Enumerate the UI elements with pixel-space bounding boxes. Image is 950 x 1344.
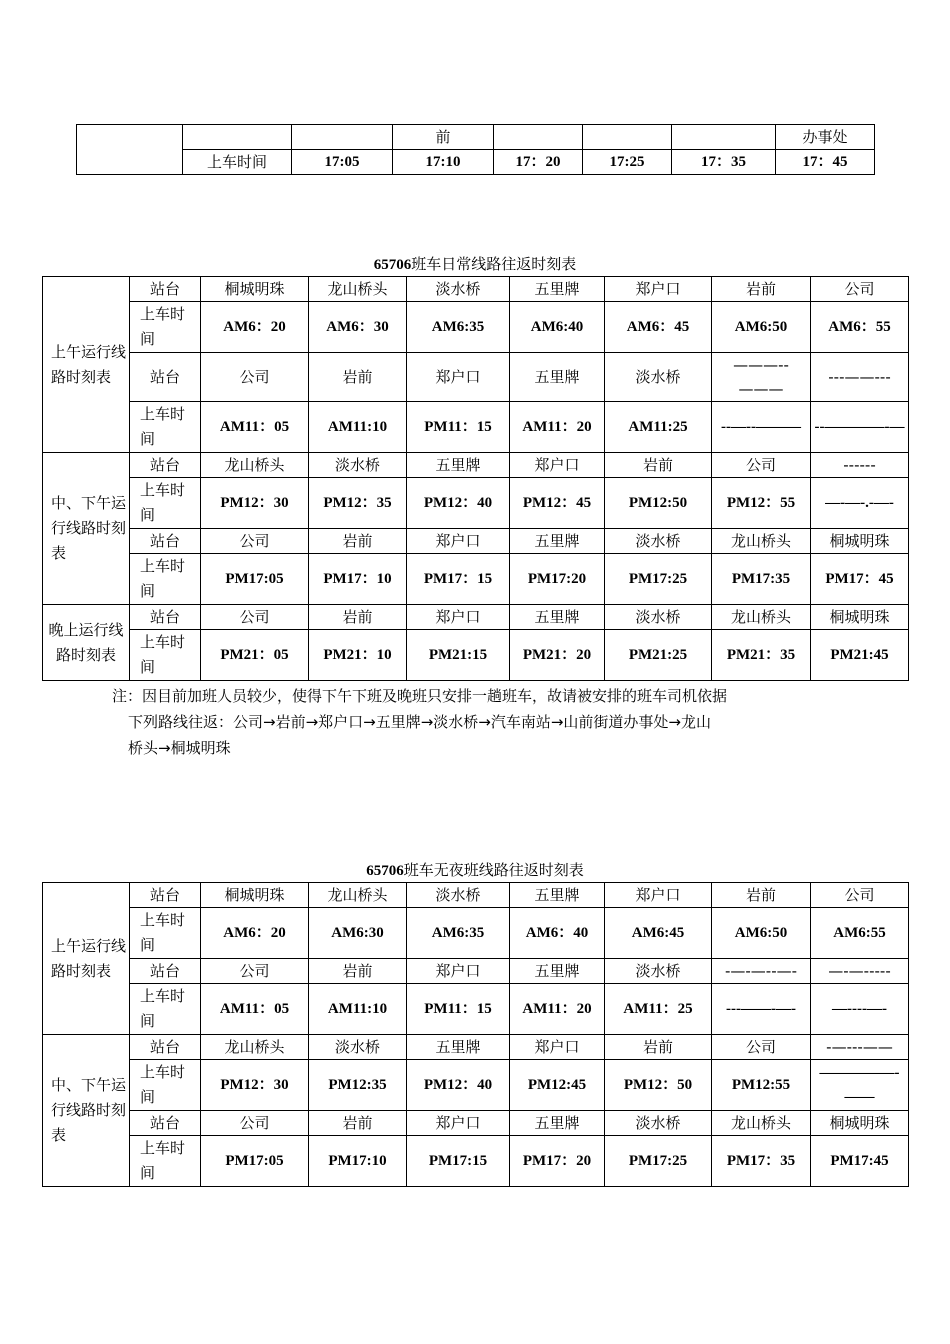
table1-title-number: 65706 [373, 257, 412, 273]
time-cell: AM11:10 [309, 402, 407, 453]
time-label: 上车时间 [130, 554, 201, 605]
station-cell: 桐城明珠 [201, 277, 309, 302]
top-cell [183, 125, 292, 150]
time-cell: —----—- [811, 984, 909, 1035]
time-label: 上车时间 [130, 1136, 201, 1187]
top-cell [583, 125, 672, 150]
time-cell: PM12：40 [407, 1060, 510, 1111]
station-cell: 郑户口 [407, 529, 510, 554]
time-cell: AM6:40 [510, 302, 605, 353]
time-cell: PM17:05 [201, 1136, 309, 1187]
top-time-cell: 17：35 [672, 150, 776, 175]
station-cell: 郑户口 [407, 353, 510, 402]
time-cell: PM17：45 [811, 554, 909, 605]
station-row [43, 353, 909, 402]
station-label: 站台 [130, 1111, 201, 1136]
time-cell: PM17:25 [605, 554, 712, 605]
time-cell: PM12：35 [309, 478, 407, 529]
station-cell: 岩前 [309, 605, 407, 630]
time-cell: PM12：45 [510, 478, 605, 529]
time-cell: ---——-—- [712, 984, 811, 1035]
station-cell: 郑户口 [605, 277, 712, 302]
station-label: 站台 [130, 453, 201, 478]
section-label: 晚上运行线路时刻表 [43, 605, 130, 681]
station-cell: 淡水桥 [605, 959, 712, 984]
time-row [43, 1136, 909, 1187]
time-cell: PM12:50 [605, 478, 712, 529]
time-row [43, 1060, 909, 1111]
time-cell: PM21：05 [201, 630, 309, 681]
section-label: 上午运行线路时刻表 [43, 883, 130, 1035]
station-cell: 龙山桥头 [712, 605, 811, 630]
time-label: 上车时间 [130, 908, 201, 959]
time-cell: PM21：35 [712, 630, 811, 681]
time-row [43, 402, 909, 453]
time-cell: AM6：55 [811, 302, 909, 353]
time-cell: AM6：40 [510, 908, 605, 959]
time-cell: PM12：55 [712, 478, 811, 529]
station-cell: 岩前 [309, 353, 407, 402]
station-label: 站台 [130, 529, 201, 554]
station-cell: 淡水桥 [605, 353, 712, 402]
time-cell: AM6:45 [605, 908, 712, 959]
station-cell: 郑户口 [407, 605, 510, 630]
time-cell: PM12：30 [201, 1060, 309, 1111]
time-cell: AM6:30 [309, 908, 407, 959]
station-cell: 郑户口 [510, 1035, 605, 1060]
station-row [43, 453, 909, 478]
time-cell: PM21:15 [407, 630, 510, 681]
top-cell [494, 125, 583, 150]
station-cell: 桐城明珠 [811, 529, 909, 554]
station-cell: 公司 [201, 529, 309, 554]
table1-title-text: 班车日常线路往返时刻表 [411, 257, 577, 273]
time-label: 上车时间 [130, 478, 201, 529]
station-cell: -—-—--—- [712, 959, 811, 984]
station-cell: 龙山桥头 [712, 529, 811, 554]
station-cell: 公司 [201, 1111, 309, 1136]
top-partial-table [76, 124, 875, 175]
top-time-cell: 17:05 [292, 150, 393, 175]
time-cell: PM17：35 [712, 1136, 811, 1187]
time-label: 上车时间 [130, 402, 201, 453]
station-row [43, 1111, 909, 1136]
time-cell: PM17:10 [309, 1136, 407, 1187]
table2-title-number: 65706 [366, 863, 404, 879]
time-cell: —-—-.-—- [811, 478, 909, 529]
station-row [43, 605, 909, 630]
time-cell: PM17：20 [510, 1136, 605, 1187]
top-cell [672, 125, 776, 150]
time-cell: PM21：20 [510, 630, 605, 681]
time-cell: PM12:35 [309, 1060, 407, 1111]
top-time-cell: 17：45 [776, 150, 875, 175]
station-cell: 龙山桥头 [712, 1111, 811, 1136]
station-cell: 公司 [201, 959, 309, 984]
station-cell: 公司 [201, 353, 309, 402]
station-cell: 郑户口 [407, 959, 510, 984]
station-cell: 岩前 [309, 1111, 407, 1136]
time-row [43, 630, 909, 681]
time-cell: PM17:05 [201, 554, 309, 605]
time-cell: AM6:50 [712, 908, 811, 959]
station-cell: 五里牌 [407, 1035, 510, 1060]
station-cell: ---——--- [811, 353, 909, 402]
station-label: 站台 [130, 605, 201, 630]
time-cell: AM11：25 [605, 984, 712, 1035]
time-cell: PM12:45 [510, 1060, 605, 1111]
time-label: 上车时间 [130, 630, 201, 681]
station-cell: ———--——— [712, 353, 811, 402]
station-cell: 岩前 [712, 277, 811, 302]
time-cell: PM21：10 [309, 630, 407, 681]
time-cell: AM11:25 [605, 402, 712, 453]
time-cell: AM6:55 [811, 908, 909, 959]
time-label: 上车时间 [130, 984, 201, 1035]
station-cell: 郑户口 [605, 883, 712, 908]
time-cell: AM6：20 [201, 908, 309, 959]
schedule-table-1 [42, 276, 909, 681]
note-line-2: 下列路线往返：公司→岩前→郑户口→五里牌→淡水桥→汽车南站→山前街道办事处→龙山 [128, 713, 711, 731]
station-cell: 淡水桥 [605, 529, 712, 554]
time-cell: PM17:45 [811, 1136, 909, 1187]
time-cell: AM6：30 [309, 302, 407, 353]
time-cell: PM11：15 [407, 402, 510, 453]
top-cell: 前 [393, 125, 494, 150]
station-label: 站台 [130, 277, 201, 302]
time-cell: PM11：15 [407, 984, 510, 1035]
time-row [43, 478, 909, 529]
time-cell: AM11：20 [510, 402, 605, 453]
time-cell: PM17:25 [605, 1136, 712, 1187]
time-cell: PM21:25 [605, 630, 712, 681]
top-time-cell: 17:25 [583, 150, 672, 175]
time-cell: PM17:15 [407, 1136, 510, 1187]
time-cell: AM11：05 [201, 402, 309, 453]
station-cell: 公司 [712, 453, 811, 478]
time-cell: PM17：15 [407, 554, 510, 605]
station-cell: 郑户口 [510, 453, 605, 478]
time-cell: PM17:20 [510, 554, 605, 605]
time-cell: AM6:50 [712, 302, 811, 353]
station-cell: 公司 [811, 277, 909, 302]
top-cell [77, 125, 183, 175]
station-label: 站台 [130, 883, 201, 908]
time-cell: AM6:35 [407, 908, 510, 959]
station-cell: 五里牌 [510, 605, 605, 630]
time-cell: PM12:55 [712, 1060, 811, 1111]
time-cell: PM12：30 [201, 478, 309, 529]
top-time-label: 上车时间 [183, 150, 292, 175]
note-line-3: 桥头→桐城明珠 [128, 739, 231, 757]
station-cell: 岩前 [309, 959, 407, 984]
station-cell: 淡水桥 [407, 277, 510, 302]
time-cell: AM6：45 [605, 302, 712, 353]
station-cell: 龙山桥头 [309, 277, 407, 302]
station-cell: 淡水桥 [407, 883, 510, 908]
station-cell: 淡水桥 [605, 1111, 712, 1136]
time-cell: PM17:35 [712, 554, 811, 605]
time-label: 上车时间 [130, 1060, 201, 1111]
note-text [112, 683, 822, 761]
section-label: 上午运行线路时刻表 [43, 277, 130, 453]
table1-title [0, 253, 950, 274]
time-row [43, 908, 909, 959]
time-row [43, 554, 909, 605]
station-label: 站台 [130, 959, 201, 984]
time-cell: PM12：50 [605, 1060, 712, 1111]
station-cell: 五里牌 [510, 277, 605, 302]
station-cell: —-—----- [811, 959, 909, 984]
time-cell: —————-—— [811, 1060, 909, 1111]
top-time-cell: 17：20 [494, 150, 583, 175]
time-label: 上车时间 [130, 302, 201, 353]
station-row [43, 883, 909, 908]
time-cell: AM11:10 [309, 984, 407, 1035]
station-label: 站台 [130, 353, 201, 402]
top-cell [292, 125, 393, 150]
station-cell: 岩前 [605, 1035, 712, 1060]
station-cell: 公司 [712, 1035, 811, 1060]
station-cell: 五里牌 [407, 453, 510, 478]
station-row [43, 959, 909, 984]
station-cell: 五里牌 [510, 959, 605, 984]
time-cell: --—--——— [712, 402, 811, 453]
station-cell: 五里牌 [510, 1111, 605, 1136]
note-line-1: 注：因目前加班人员较少，使得下午下班及晚班只安排一趟班车，故请被安排的班车司机依据 [112, 687, 728, 705]
time-cell: PM12：40 [407, 478, 510, 529]
station-cell: 桐城明珠 [201, 883, 309, 908]
station-cell: 淡水桥 [605, 605, 712, 630]
station-cell: 公司 [201, 605, 309, 630]
station-cell: 桐城明珠 [811, 605, 909, 630]
station-row [43, 529, 909, 554]
station-row [43, 277, 909, 302]
section-label: 中、下午运行线路时刻表 [43, 453, 130, 605]
station-cell: 岩前 [605, 453, 712, 478]
time-cell: AM6：20 [201, 302, 309, 353]
station-cell: 公司 [811, 883, 909, 908]
time-row [43, 984, 909, 1035]
station-cell: ------ [811, 453, 909, 478]
time-cell: AM6:35 [407, 302, 510, 353]
time-cell: PM21:45 [811, 630, 909, 681]
time-cell: --————-— [811, 402, 909, 453]
time-cell: AM11：05 [201, 984, 309, 1035]
section-label: 中、下午运行线路时刻表 [43, 1035, 130, 1187]
station-cell: 五里牌 [510, 883, 605, 908]
table2-title-text: 班车无夜班线路往返时刻表 [403, 863, 584, 879]
top-cell: 办事处 [776, 125, 875, 150]
top-time-cell: 17:10 [393, 150, 494, 175]
table2-title [0, 859, 950, 880]
station-cell: 五里牌 [510, 353, 605, 402]
station-cell: 淡水桥 [309, 1035, 407, 1060]
schedule-table-2 [42, 882, 909, 1187]
station-row [43, 1035, 909, 1060]
station-cell: 龙山桥头 [201, 1035, 309, 1060]
station-cell: 淡水桥 [309, 453, 407, 478]
time-row [43, 302, 909, 353]
station-cell: 岩前 [309, 529, 407, 554]
time-cell: PM17：10 [309, 554, 407, 605]
station-cell: 龙山桥头 [309, 883, 407, 908]
station-cell: 郑户口 [407, 1111, 510, 1136]
station-cell: 龙山桥头 [201, 453, 309, 478]
station-cell: 岩前 [712, 883, 811, 908]
station-label: 站台 [130, 1035, 201, 1060]
time-cell: AM11：20 [510, 984, 605, 1035]
station-cell: 桐城明珠 [811, 1111, 909, 1136]
station-cell: 五里牌 [510, 529, 605, 554]
station-cell: -—---—— [811, 1035, 909, 1060]
